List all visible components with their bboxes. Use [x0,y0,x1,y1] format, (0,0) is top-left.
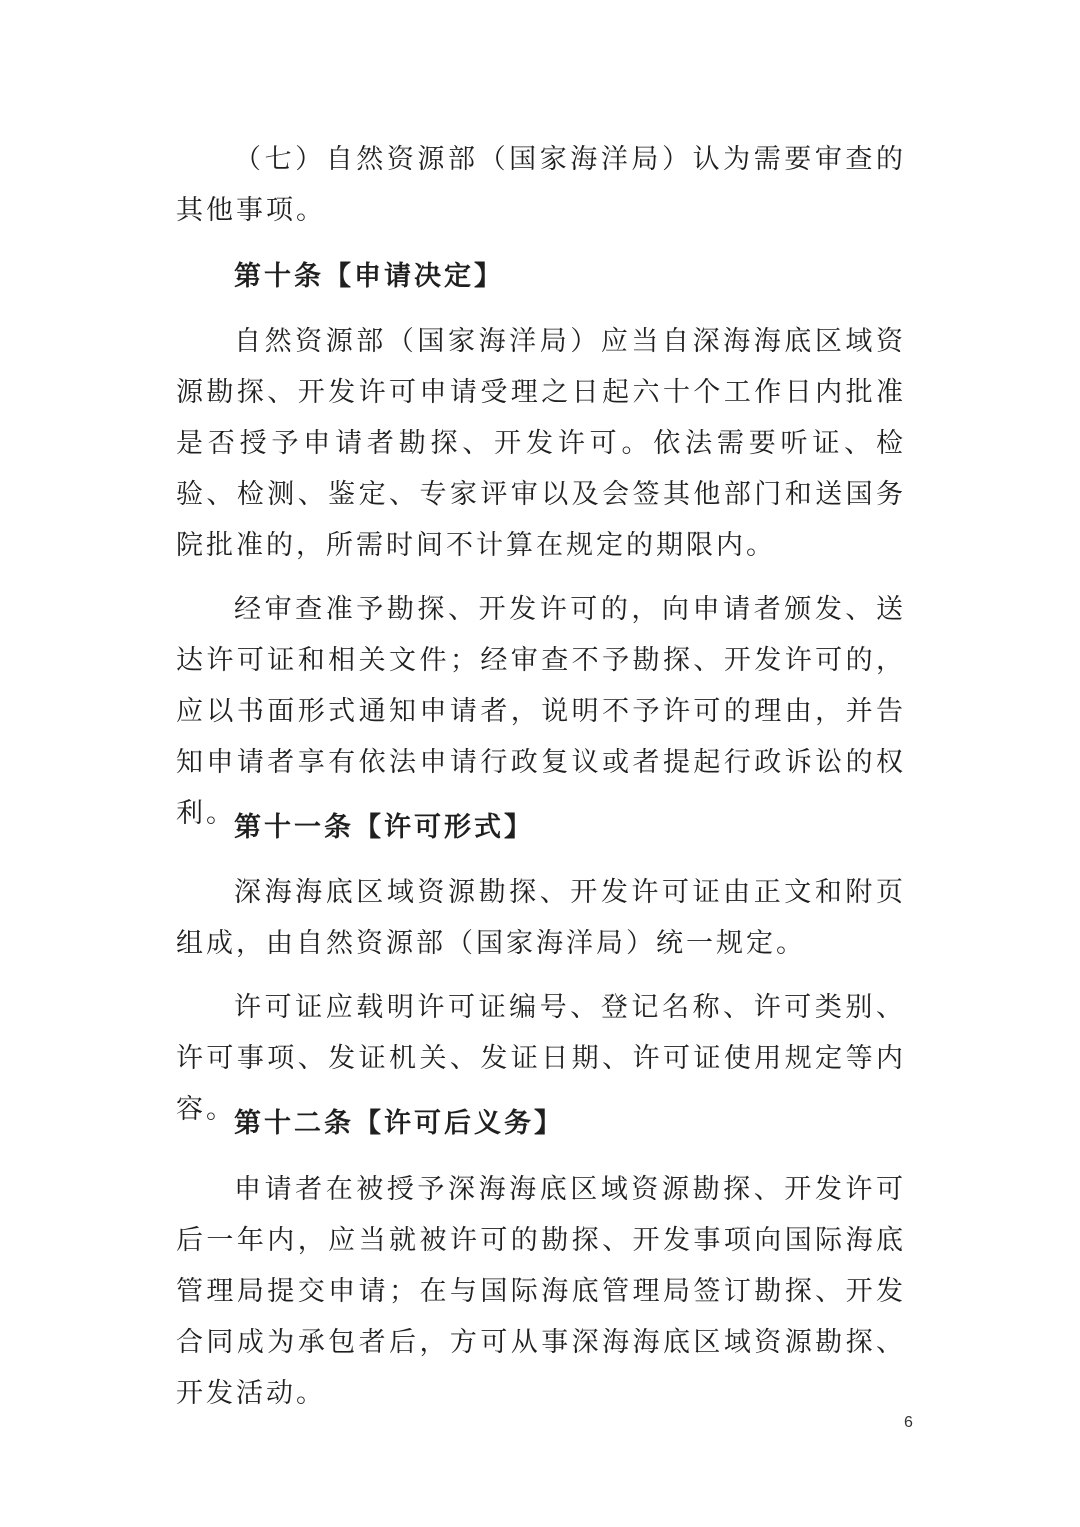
article-12-heading: 第十二条【许可后义务】 [234,1108,564,1139]
article-10-paragraph-1: 自然资源部（国家海洋局）应当自深海海底区域资源勘探、开发许可申请受理之日起六十个工作日内批准是否授予申请者勘探、开发许可。依法需要听证、检验、检测、鉴定、专家评审以及会签其他部门和送国务院批准的，所需时间不计算在规定的期限内。 [176,326,906,561]
page-number: 6 [904,1414,913,1431]
article-11-paragraph-1: 深海海底区域资源勘探、开发许可证由正文和附页组成，由自然资源部（国家海洋局）统一规定。 [176,877,906,959]
clause-7-paragraph: （七）自然资源部（国家海洋局）认为需要审查的其他事项。 [176,144,906,226]
article-10-heading: 第十条【申请决定】 [234,261,504,292]
article-12-paragraph-1: 申请者在被授予深海海底区域资源勘探、开发许可后一年内，应当就被许可的勘探、开发事项向国际海底管理局提交申请；在与国际海底管理局签订勘探、开发合同成为承包者后，方可从事深海海底区域资源勘探、开发活动。 [176,1174,906,1409]
article-11-paragraph-2: 许可证应载明许可证编号、登记名称、许可类别、许可事项、发证机关、发证日期、许可证使用规定等内容。 [176,992,906,1125]
article-10-paragraph-2: 经审查准予勘探、开发许可的，向申请者颁发、送达许可证和相关文件；经审查不予勘探、开发许可的，应以书面形式通知申请者，说明不予许可的理由，并告知申请者享有依法申请行政复议或者提起行政诉讼的权利。 [176,594,906,829]
article-11-heading: 第十一条【许可形式】 [234,812,534,843]
